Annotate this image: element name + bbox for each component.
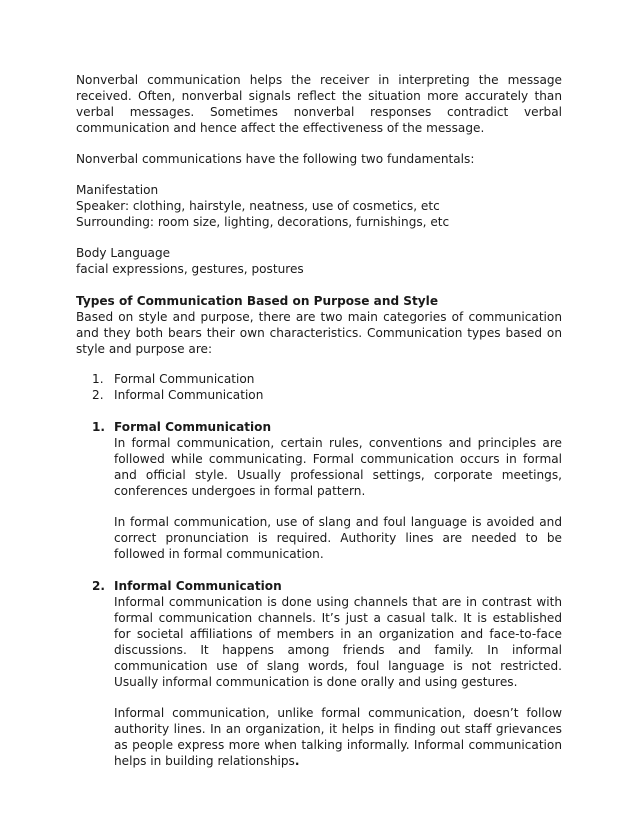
body-language-label: Body Language: [76, 246, 171, 260]
informal-paragraph-2-text: Informal communication, unlike formal communication, doesn’t follow authority lines. In an organization, it helps in finding out staff grievances as people express more when talking informally. Informal communication helps in building relationships: [114, 706, 562, 768]
formal-paragraph-2: In formal communication, use of slang and foul language is avoided and correct pronunciation is required. Authority lines are needed to be followed in formal communication.: [114, 515, 562, 561]
manifestation-surrounding: Surrounding: room size, lighting, decorations, furnishings, etc: [76, 215, 450, 229]
manifestation-speaker: Speaker: clothing, hairstyle, neatness, use of cosmetics, etc: [76, 199, 440, 213]
informal-title: Informal Communication: [114, 579, 282, 593]
fundamentals-paragraph: Nonverbal communications have the following two fundamentals:: [76, 152, 475, 166]
list-item-number: 2.: [92, 388, 104, 402]
informal-section: [76, 578, 562, 769]
types-list: [76, 371, 562, 403]
formal-paragraph-1: In formal communication, certain rules, conventions and principles are followed while communicating. Formal communication occurs in formal and official style. Usually professional settings, corporate meetings, conferences undergoes in formal pattern.: [114, 436, 562, 498]
intro-paragraph: Nonverbal communication helps the receiver in interpreting the message received. Often, nonverbal signals reflect the situation more accurately than verbal messages. Sometimes nonverbal responses contradict verbal communication and hence affect the effectiveness of the message.: [76, 73, 562, 135]
list-item: [76, 371, 562, 387]
formal-number: 1.: [92, 420, 106, 434]
informal-paragraph-1: Informal communication is done using channels that are in contrast with formal communication channels. It’s just a casual talk. It is established for societal affiliations of members in an organization and face-to-face discussions. It happens among friends and family. In informal communication use of slang words, foul language is not restricted. Usually informal communication is done orally and using gestures.: [114, 595, 562, 689]
formal-section: [76, 419, 562, 562]
informal-paragraph-2-end: .: [294, 754, 300, 768]
manifestation-block: [76, 182, 562, 230]
informal-number: 2.: [92, 579, 106, 593]
list-item-label: Formal Communication: [114, 372, 255, 386]
body-language-block: [76, 245, 562, 277]
formal-title: Formal Communication: [114, 420, 272, 434]
list-item: [76, 387, 562, 403]
manifestation-label: Manifestation: [76, 183, 159, 197]
types-heading: Types of Communication Based on Purpose and Style: [76, 294, 439, 308]
list-item-label: Informal Communication: [114, 388, 264, 402]
types-intro: Based on style and purpose, there are two main categories of communication and they both bears their own characteristics. Communication types based on style and purpose are:: [76, 310, 562, 356]
body-language-items: facial expressions, gestures, postures: [76, 262, 304, 276]
list-item-number: 1.: [92, 372, 104, 386]
informal-paragraph-2: [114, 705, 562, 769]
